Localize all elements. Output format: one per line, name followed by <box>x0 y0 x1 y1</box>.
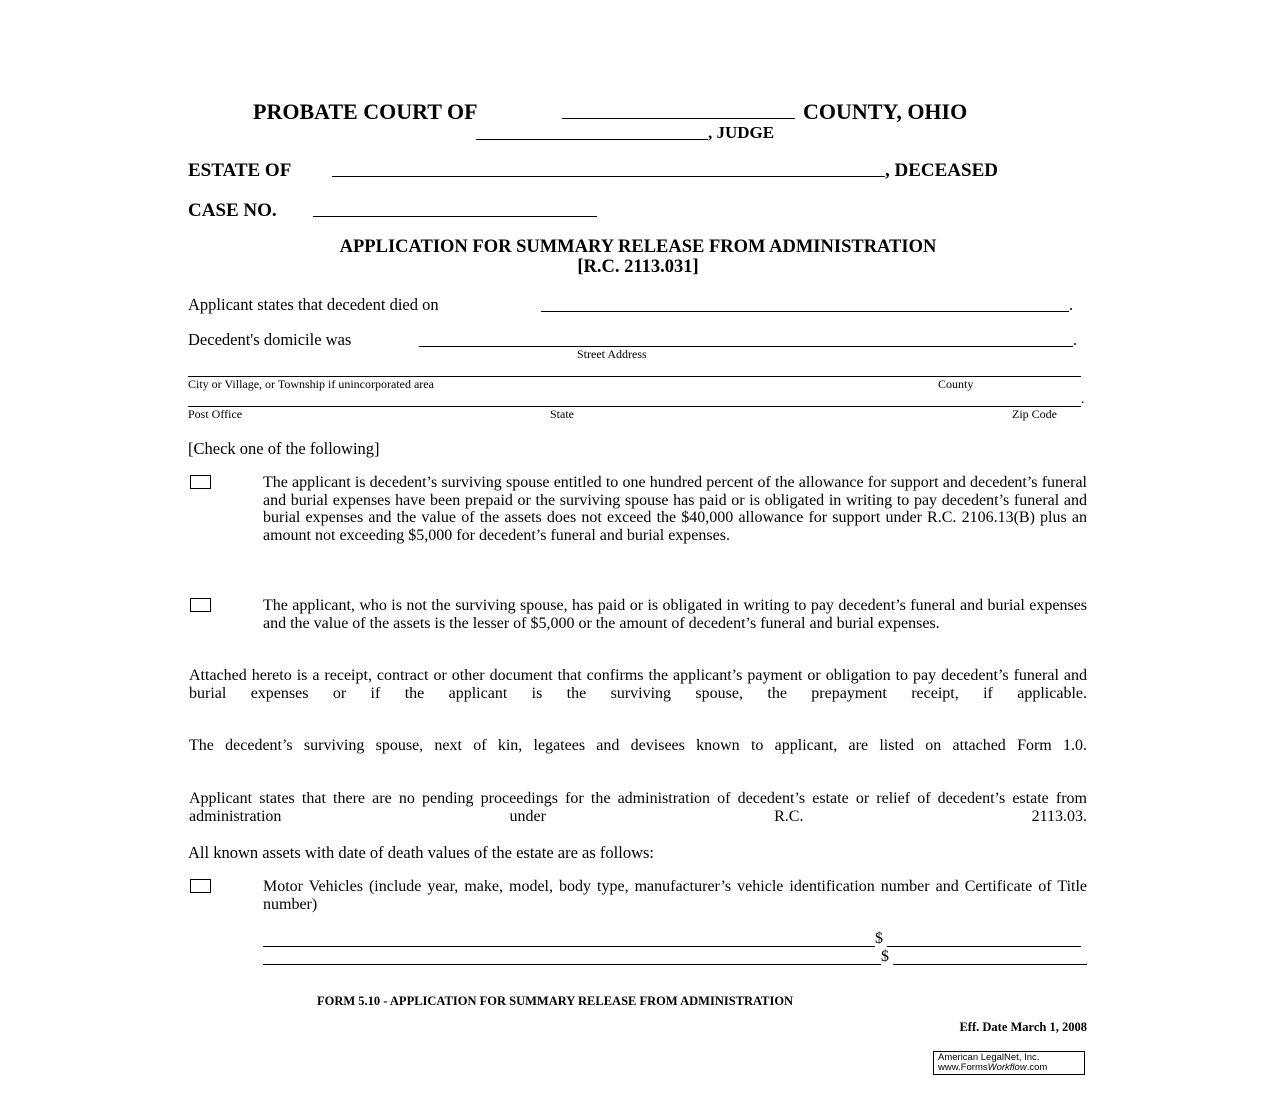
post-office-caption: Post Office <box>188 407 243 421</box>
effective-date: Eff. Date March 1, 2008 <box>959 1020 1087 1034</box>
judge-name-field[interactable] <box>476 139 708 140</box>
publisher-website[interactable]: www.FormsWorkflow.com <box>938 1062 1048 1073</box>
state-caption: State <box>550 407 574 421</box>
post-office-state-zip-field[interactable] <box>188 406 1081 407</box>
vehicle-description-field[interactable] <box>263 946 875 947</box>
deceased-label: , DECEASED <box>885 160 998 181</box>
died-on-label: Applicant states that decedent died on <box>188 295 439 314</box>
no-pending-proceedings-paragraph: Applicant states that there are no pending proceedings for the administration of decedent’s estate or relief of decedent’s estate from administration under R.C. 2113.03. <box>189 790 1087 825</box>
case-number-field[interactable] <box>313 216 597 217</box>
domicile-label: Decedent's domicile was <box>188 330 352 349</box>
form-title: APPLICATION FOR SUMMARY RELEASE FROM ADMINISTRATION <box>339 237 937 257</box>
currency-symbol: $ <box>875 930 883 947</box>
currency-symbol: $ <box>881 948 889 965</box>
non-spouse-option-text: The applicant, who is not the surviving spouse, has paid or is obligated in writing to pay decedent’s funeral and burial expenses and the value of the assets is the lesser of $5,000 or the amount of decedent’s funeral and burial expenses. <box>263 597 1087 632</box>
vehicle-value-field[interactable] <box>887 946 1081 947</box>
date-of-death-field[interactable] <box>541 311 1069 312</box>
non-spouse-checkbox[interactable] <box>190 598 211 612</box>
period: . <box>1069 295 1074 314</box>
motor-vehicles-checkbox[interactable] <box>190 879 211 893</box>
footer-form-title: FORM 5.10 - APPLICATION FOR SUMMARY RELEASE FROM ADMINISTRATION <box>317 994 794 1008</box>
court-title-suffix: COUNTY, OHIO <box>803 99 968 124</box>
zip-caption: Zip Code <box>1012 407 1057 421</box>
vehicle-description-field[interactable] <box>263 964 881 965</box>
court-title-prefix: PROBATE COURT OF <box>253 99 478 124</box>
surviving-spouse-checkbox[interactable] <box>190 475 211 489</box>
county-name-field[interactable] <box>562 118 795 119</box>
street-address-caption: Street Address <box>577 347 647 361</box>
county-caption: County <box>938 377 974 391</box>
motor-vehicles-text: Motor Vehicles (include year, make, model, body type, manufacturer’s vehicle identification number and Certificate of Title number) <box>263 878 1087 913</box>
period: . <box>1073 330 1078 349</box>
judge-label: , JUDGE <box>708 123 775 142</box>
street-address-field[interactable] <box>419 346 1073 347</box>
estate-label: ESTATE OF <box>188 160 292 181</box>
assets-intro: All known assets with date of death values of the estate are as follows: <box>188 843 654 862</box>
city-caption: City or Village, or Township if unincorporated area <box>188 377 434 391</box>
next-of-kin-paragraph: The decedent’s surviving spouse, next of kin, legatees and devisees known to applicant, are listed on attached Form 1.0. <box>189 737 1087 754</box>
case-no-label: CASE NO. <box>188 200 277 221</box>
surviving-spouse-option-text: The applicant is decedent’s surviving spouse entitled to one hundred percent of the allowance for support and decedent’s funeral and burial expenses have been prepaid or the surviving spouse has paid or is obligated in writing to pay decedent’s funeral and burial expenses and the value of the assets does not exceed the $40,000 allowance for support under R.C. 2106.13(B) plus an amount not exceeding $5,000 for decedent’s funeral and burial expenses. <box>263 474 1087 544</box>
statute-reference: [R.C. 2113.031] <box>577 257 699 277</box>
attached-receipt-paragraph: Attached hereto is a receipt, contract or other document that confirms the applicant’s payment or obligation to pay decedent’s funeral and burial expenses or if the applicant is the surviving spouse, the prepayment receipt, if applicable. <box>189 667 1087 702</box>
vehicle-value-field[interactable] <box>893 964 1087 965</box>
check-instruction: [Check one of the following] <box>188 439 380 458</box>
decedent-name-field[interactable] <box>332 176 885 177</box>
period: . <box>1081 392 1085 407</box>
publisher-badge <box>933 1051 1085 1075</box>
publisher-name: American LegalNet, Inc. <box>938 1052 1040 1063</box>
